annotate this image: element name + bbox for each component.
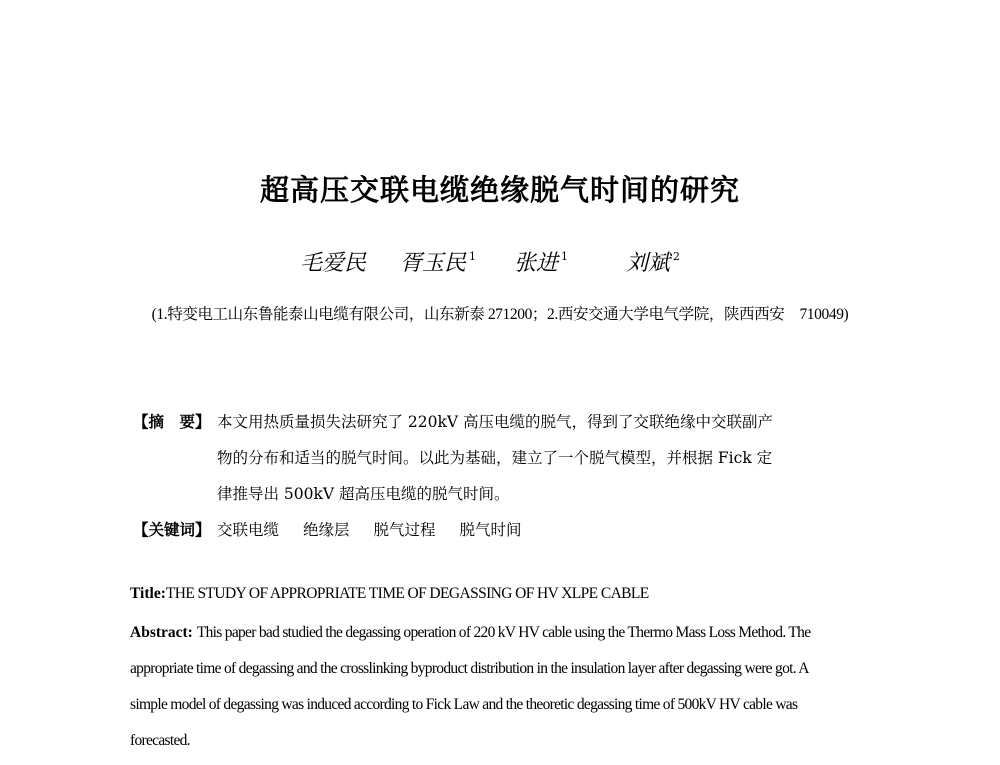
abstract-cn-text: 物的分布和适当的脱气时间。以此为基础，建立了一个脱气模型，并根据 Fick 定 [217,449,773,467]
author-name: 毛爱民 [300,251,367,276]
abstract-cn-text: 本文用热质量损失法研究了 220kV 高压电缆的脱气，得到了交联绝缘中交联副产 [217,413,774,431]
affiliation: (1.特变电工山东鲁能泰山电缆有限公司，山东新泰 271200；2.西安交通大学电气学院，陕西西安 710049) [151,306,849,323]
abstract-en-text: forecasted. [130,732,190,749]
abstract-cn-text: 律推导出 500kV 超高压电缆的脱气时间。 [217,485,510,503]
keyword: 脱气过程 [373,521,436,539]
author-affil-mark: 1 [469,250,477,263]
author-3 [514,246,568,277]
author-1 [300,246,369,277]
abstract-en-line [130,693,890,729]
author-name: 胥玉民 [400,251,467,276]
author-name: 刘斌 [626,251,671,276]
keywords-cn [133,512,873,548]
abstract-cn-label: 【摘 要】 [133,413,211,431]
abstract-en-line [130,657,890,693]
author-affil-mark: 1 [561,250,569,263]
abstract-en-text: appropriate time of degassing and the crosslinking byproduct distribution in the insulation layer after degassing were got. A [130,660,809,677]
author-4 [626,246,680,277]
english-title-label: Title: [130,585,166,602]
abstract-cn [133,404,873,548]
abstract-en-line [130,621,890,657]
author-affil-mark: 2 [673,250,681,263]
keyword: 绝缘层 [303,521,350,539]
author-name: 张进 [514,251,559,276]
abstract-en [130,621,890,765]
abstract-cn-line [133,404,873,440]
english-title [130,585,930,603]
abstract-en-text: This paper bad studied the degassing operation of 220 kV HV cable using the Thermo Mass Loss Method. The [196,624,811,641]
english-title-text: THE STUDY OF APPROPRIATE TIME OF DEGASSING OF HV XLPE CABLE [165,585,649,602]
paper-title: 超高压交联电缆绝缘脱气时间的研究 [259,173,740,207]
keyword: 脱气时间 [459,521,522,539]
abstract-cn-line [133,476,873,512]
abstract-en-text: simple model of degassing was induced according to Fick Law and the theoretic degassing time of 500kV HV cable was [130,696,798,713]
abstract-cn-line [133,440,873,476]
keyword: 交联电缆 [217,521,280,539]
abstract-en-label: Abstract: [130,624,193,641]
author-2 [400,246,476,277]
keywords-cn-label: 【关键词】 [133,521,211,539]
keywords-cn-list [217,512,546,548]
